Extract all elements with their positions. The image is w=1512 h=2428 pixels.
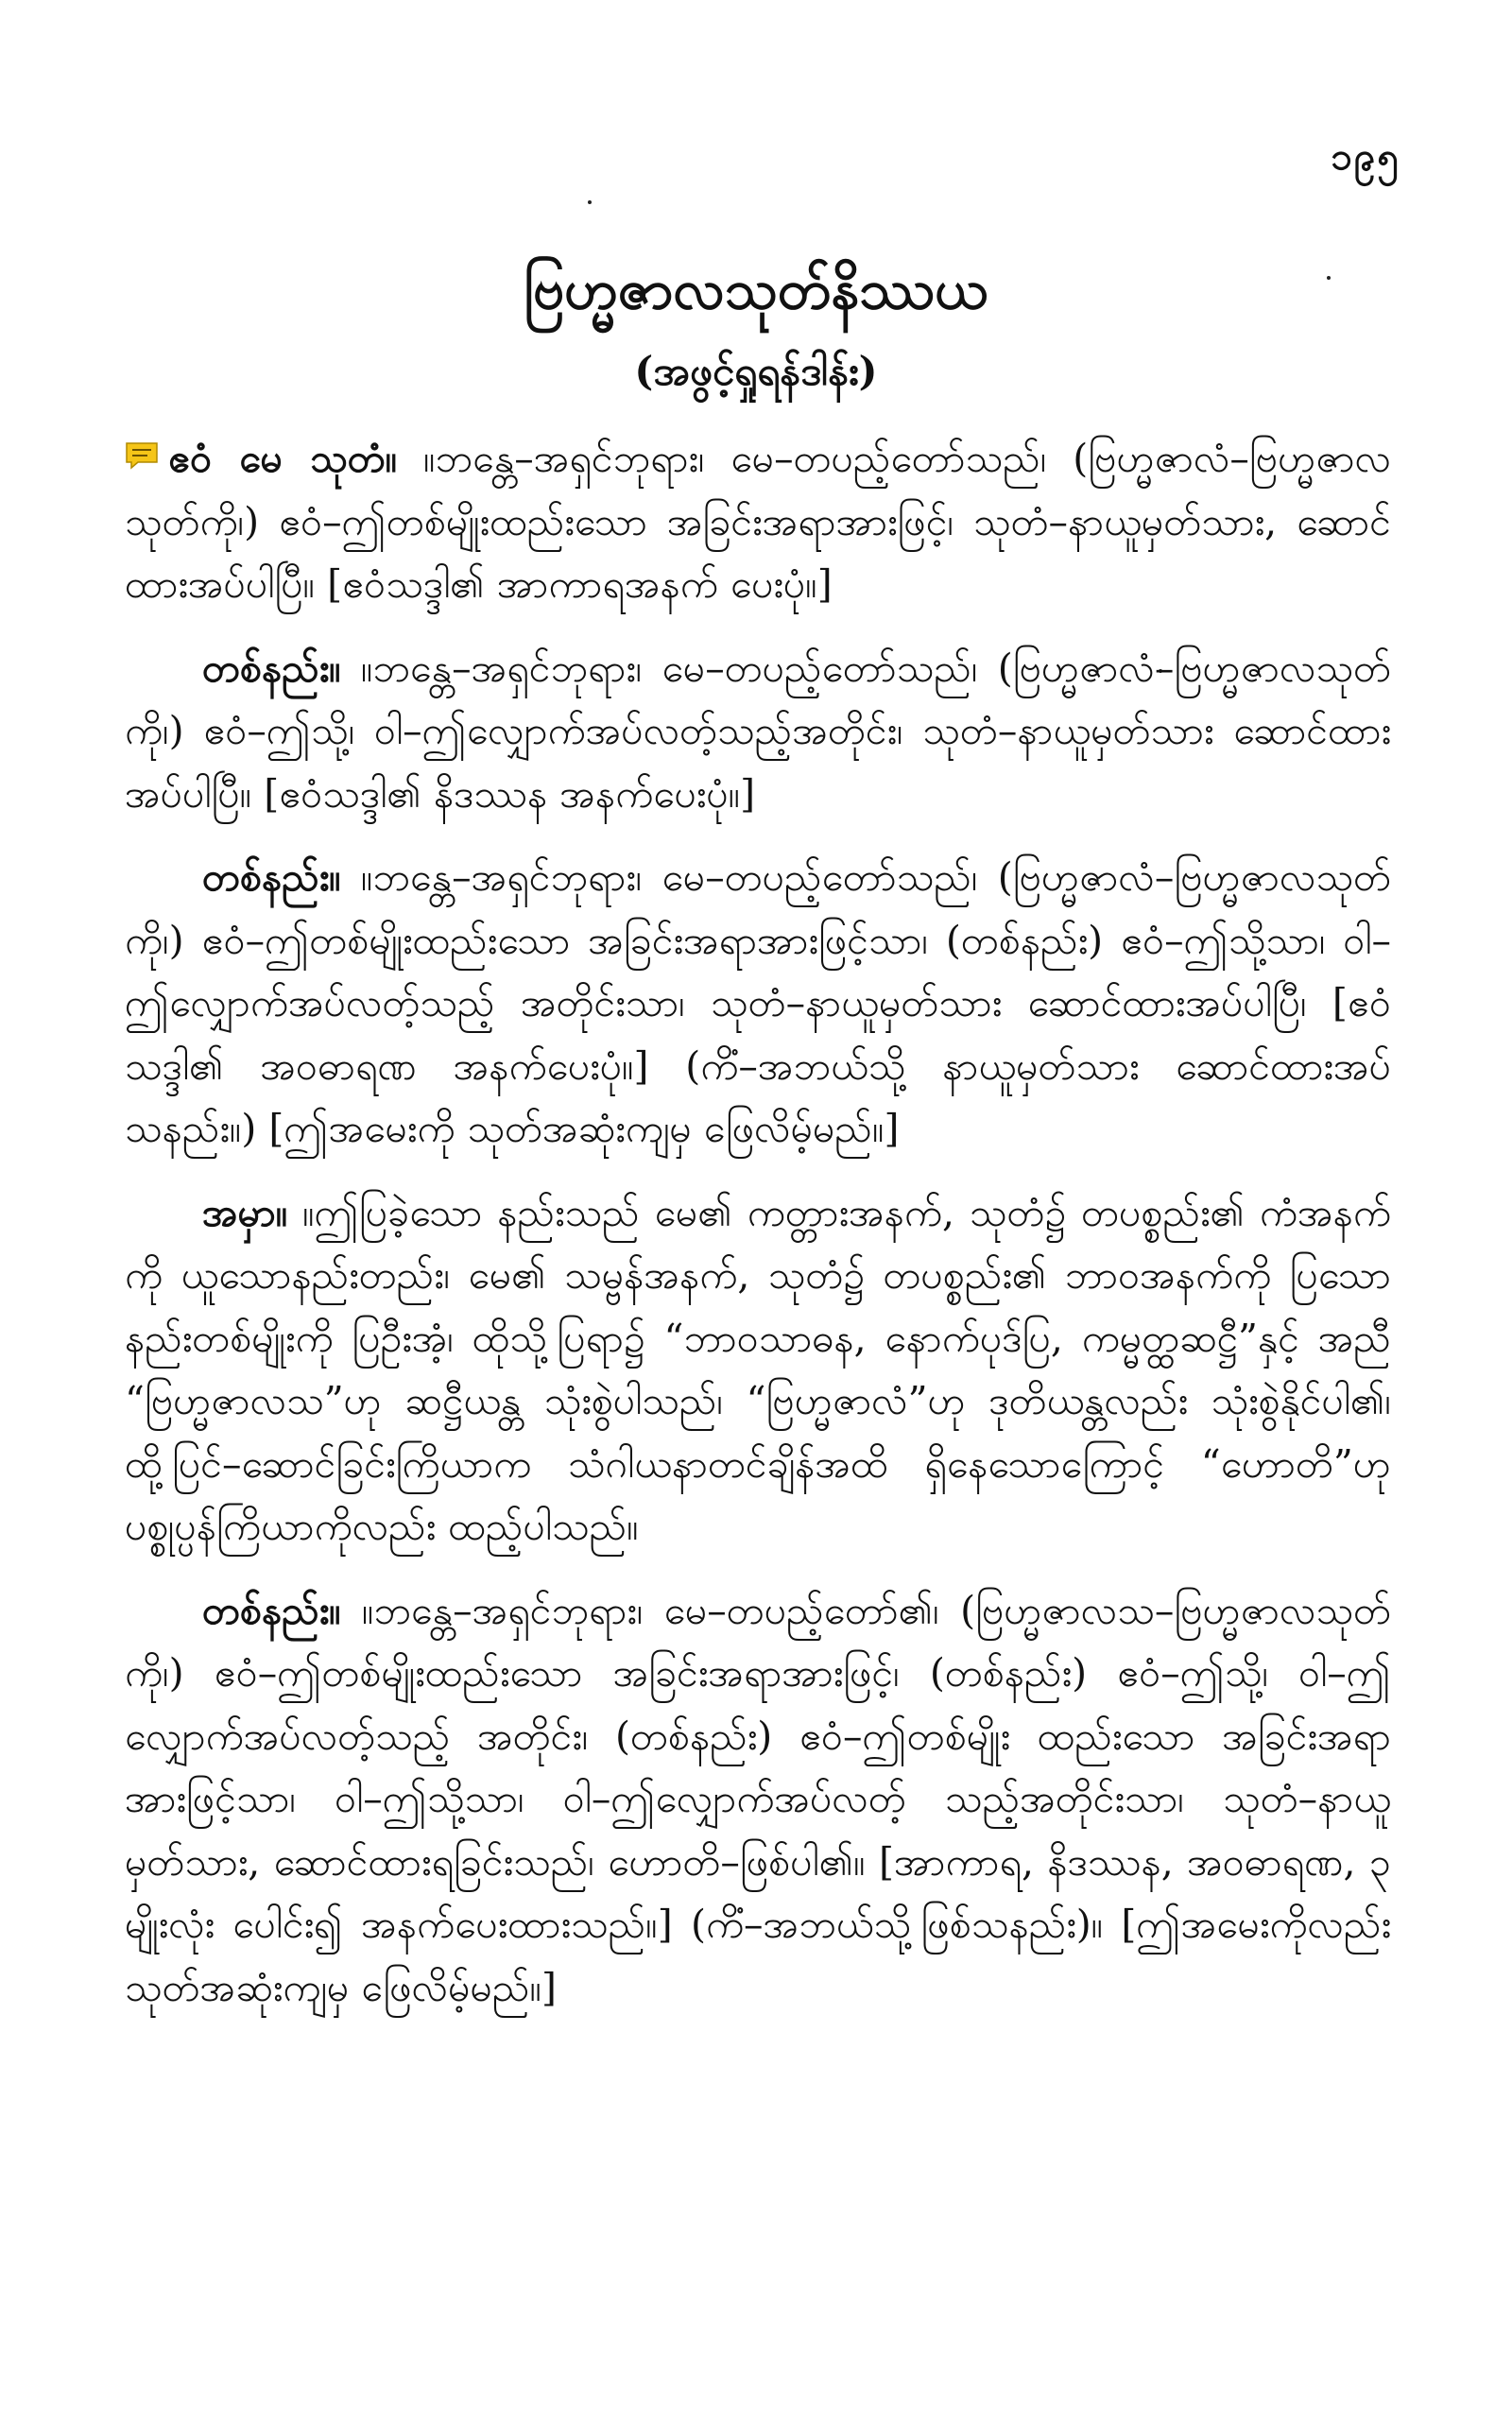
paragraph-heading: အမှာ။ [202,1189,288,1235]
print-speck [588,200,592,204]
paragraph-heading: တစ်နည်း။ [202,1587,341,1633]
document-title: ဗြဟ္မဇာလသုတ်နိဿယ [524,257,988,321]
paragraph [125,846,1391,1161]
paragraph [125,637,1391,826]
paragraph-text: ။ဘန္တေ–အရှင်ဘုရား၊ မေ–တပည့်တော်သည်၊ (ဗြဟ္မဇာလံ–ဗြဟ္မဇာလသုတ်ကို၊) ဧဝံ–ဤတစ်မျိုးထည်းသော အခြင်းအရာအားဖြင့်သာ၊ (တစ်နည်း) ဧဝံ–ဤသို့သာ၊ ဝါ–ဤလျှောက်အပ်လတ့်သည့် အတိုင်းသာ၊ သုတံ–နာယူမှတ်သား ဆောင်ထားအပ်ပါပြီ၊ [ဧဝံသဒ္ဒါ၏ အဝဓာရဏ အနက်ပေးပုံ။] (ကိံ–အဘယ်သို့ နာယူမှတ်သား ဆောင်ထားအပ်သနည်း။) [ဤအမေးကို သုတ်အဆုံးကျမှ ဖြေလိမ့်မည်။] [125,854,1391,1151]
paragraph [125,1181,1391,1558]
page-number: ၁၉၅ [1331,134,1400,179]
comment-icon[interactable] [125,441,159,470]
paragraph-text: ။ဘန္တေ–အရှင်ဘုရား၊ မေ–တပည့်တော်သည်၊ (ဗြဟ္မဇာလံ–ဗြဟ္မဇာလသုတ်ကို၊) ဧဝံ–ဤတစ်မျိုးထည်းသော အခြင်းအရာအားဖြင့်၊ သုတံ–နာယူမှတ်သား, ဆောင်ထားအပ်ပါပြီ။ [ဧဝံသဒ္ဒါ၏ အာကာရအနက် ပေးပုံ။] [125,436,1392,607]
paragraph-text: ။ဘန္တေ–အရှင်ဘုရား၊ မေ–တပည့်တော်၏၊ (ဗြဟ္မဇာလသ–ဗြဟ္မဇာလသုတ်ကို၊) ဧဝံ–ဤတစ်မျိုးထည်းသော အခြင်းအရာအားဖြင့်၊ (တစ်နည်း) ဧဝံ–ဤသို့၊ ဝါ–ဤလျှောက်အပ်လတ့်သည့် အတိုင်း၊ (တစ်နည်း) ဧဝံ–ဤတစ်မျိုး ထည်းသော အခြင်းအရာအားဖြင့်သာ၊ ဝါ–ဤသို့သာ၊ ဝါ–ဤလျှောက်အပ်လတ့် သည့်အတိုင်းသာ၊ သုတံ–နာယူမှတ်သား, ဆောင်ထားရခြင်းသည်၊ ဟောတိ–ဖြစ်ပါ၏။ [အာကာရ, နိဒဿန, အဝဓာရဏ, ၃ မျိုးလုံး ပေါင်း၍ အနက်ပေးထားသည်။] (ကိံ–အဘယ်သို့ဖြစ်သနည်း)။ [ဤအမေးကိုလည်း သုတ်အဆုံးကျမှ ဖြေလိမ့်မည်။] [125,1587,1391,2010]
paragraph-heading: တစ်နည်း။ [202,645,341,691]
paragraph-text: ။ဘန္တေ–အရှင်ဘုရား၊ မေ–တပည့်တော်သည်၊ (ဗြဟ္မဇာလံ–ဗြဟ္မဇာလသုတ်ကို၊) ဧဝံ–ဤသို့၊ ဝါ–ဤလျှောက်အပ်လတ့်သည့်အတိုင်း၊ သုတံ–နာယူမှတ်သား ဆောင်ထားအပ်ပါပြီ။ [ဧဝံသဒ္ဒါ၏ နိဒဿန အနက်ပေးပုံ။] [125,645,1391,817]
paragraph-text: ။ဤပြခဲ့သော နည်းသည် မေ၏ ကတ္တားအနက်, သုတံ၌ တပစ္စည်း၏ ကံအနက်ကို ယူသောနည်းတည်း၊ မေ၏ သမ္ဗန်အနက်, သုတံ၌ တပစ္စည်း၏ ဘာဝအနက်ကို ပြသော နည်းတစ်မျိုးကို ပြဦးအံ့၊ ထိုသို့ပြရာ၌ “ဘာဝသာဓန, နောက်ပုဒ်ပြ, ကမ္မတ္ထဆဋ္ဌီ”နှင့် အညီ “ဗြဟ္မဇာလသ”ဟု ဆဋ္ဌီယန္တ သုံးစွဲပါသည်၊ “ဗြဟ္မဇာလံ”ဟု ဒုတိယန္တလည်း သုံးစွဲနိုင်ပါ၏၊ ထို့ပြင်–ဆောင်ခြင်းကြိယာက သံဂါယနာတင်ချိန်အထိ ရှိနေသောကြောင့် “ဟောတိ”ဟု ပစ္စုပ္ပန်ကြိယာကိုလည်း ထည့်ပါသည်။ [125,1189,1391,1549]
document-subtitle: (အဖွင့်ရှုရန်ဒါန်း) [634,348,878,394]
paragraph-heading: တစ်နည်း။ [202,854,341,900]
paragraph-heading: ဧဝံ မေ သုတံ။ [168,436,398,481]
paragraph [125,427,1391,616]
paragraph [125,1579,1391,2020]
document-body [125,427,1391,2040]
